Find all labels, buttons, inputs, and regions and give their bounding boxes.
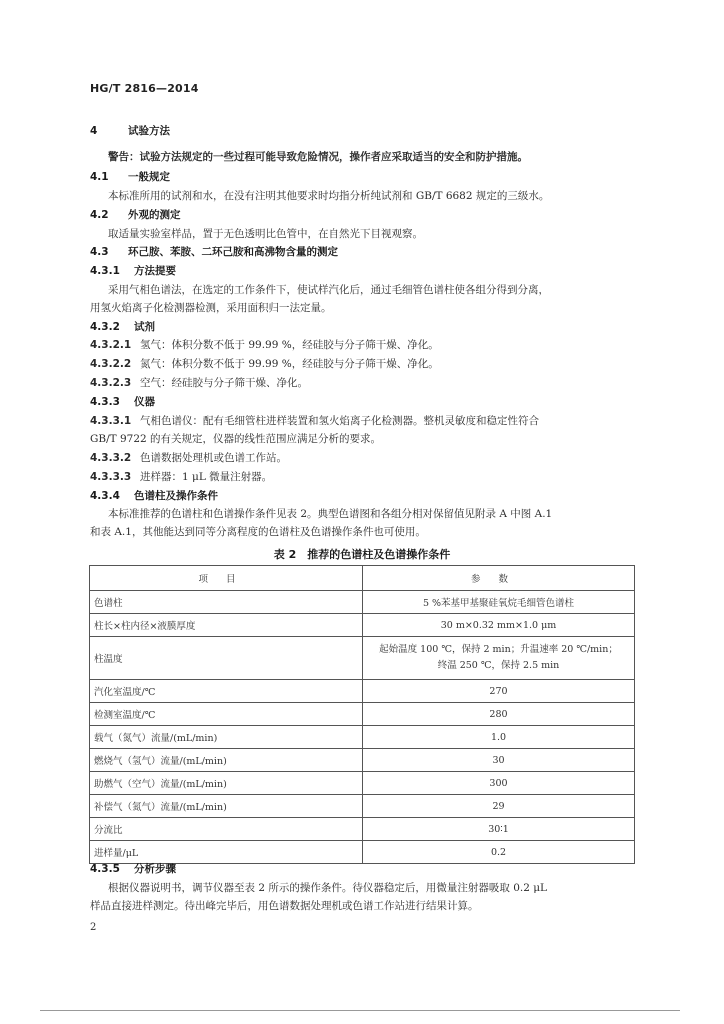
section-title: 分析步骤 xyxy=(134,863,176,875)
section-4-3-3-1-line2: GB/T 9722 的有关规定，仪器的线性范围应满足分析的要求。 xyxy=(90,433,382,445)
cell-value: 0.2 xyxy=(363,841,635,864)
section-4-3-4-text-line1: 本标准推荐的色谱柱和色谱操作条件见表 2。典型色谱图和各组分相对保留值见附录 A 中图 A.1 xyxy=(108,508,553,520)
conditions-table xyxy=(89,565,635,864)
section-4-3-5-heading xyxy=(90,862,176,876)
section-4-3-2-1 xyxy=(90,338,439,352)
section-4-3-3-heading xyxy=(90,395,155,409)
cell-value-line2: 终温 250 ℃，保持 2.5 min xyxy=(437,660,560,671)
cell-item: 汽化室温度/℃ xyxy=(90,680,363,703)
table-row xyxy=(90,795,635,818)
section-4-2-text: 取适量实验室样品，置于无色透明比色管中，在自然光下目视观察。 xyxy=(108,228,423,240)
section-number: 4.3.1 xyxy=(90,265,120,277)
section-number: 4.3.3.3 xyxy=(90,471,132,483)
table-row xyxy=(90,772,635,795)
section-4-3-heading xyxy=(90,245,338,259)
section-4-3-1-text-line2: 用氢火焰离子化检测器检测，采用面积归一法定量。 xyxy=(90,302,332,314)
table-row xyxy=(90,591,635,614)
cell-value: 280 xyxy=(363,703,635,726)
warning-text: 警告：试验方法规定的一些过程可能导致危险情况，操作者应采取适当的安全和防护措施。 xyxy=(108,151,528,163)
table-caption: 表 2 推荐的色谱柱及色谱操作条件 xyxy=(273,548,451,561)
table-row xyxy=(90,749,635,772)
table-row xyxy=(90,703,635,726)
section-4-3-2-3 xyxy=(90,376,308,390)
section-text: 气相色谱仪：配有毛细管柱进样装置和氢火焰离子化检测器。整机灵敏度和稳定性符合 xyxy=(140,415,539,427)
cell-value: 30∶1 xyxy=(363,818,635,841)
cell-value: 30 m×0.32 mm×1.0 μm xyxy=(363,614,635,637)
section-number: 4.3.2.1 xyxy=(90,339,132,351)
section-text: 进样器：1 μL 微量注射器。 xyxy=(140,471,273,483)
section-4-3-5-text-line2: 样品直接进样测定。待出峰完毕后，用色谱数据处理机或色谱工作站进行结果计算。 xyxy=(90,900,479,912)
scan-edge-divider xyxy=(40,1010,680,1011)
section-number: 4.3.5 xyxy=(90,863,120,875)
section-4-3-2-heading xyxy=(90,320,155,334)
cell-item: 载气（氮气）流量/(mL/min) xyxy=(90,726,363,749)
table-row xyxy=(90,726,635,749)
table-row xyxy=(90,680,635,703)
cell-value-line1: 起始温度 100 ℃，保持 2 min；升温速率 20 ℃/min； xyxy=(379,644,618,655)
section-4-3-4-text-line2: 和表 A.1，其他能达到同等分离程度的色谱柱及色谱操作条件也可使用。 xyxy=(90,526,426,538)
cell-value xyxy=(363,637,635,680)
table-row xyxy=(90,841,635,864)
section-number: 4.3.3 xyxy=(90,396,120,408)
section-4-1-text: 本标准所用的试剂和水，在没有注明其他要求时均指分析纯试剂和 GB/T 6682 规定的三级水。 xyxy=(108,190,550,202)
section-4-3-3-2 xyxy=(90,451,287,465)
section-number: 4.2 xyxy=(90,209,109,221)
cell-value: 300 xyxy=(363,772,635,795)
table-header-row xyxy=(90,566,635,591)
section-4-2-heading xyxy=(90,208,181,222)
cell-value: 30 xyxy=(363,749,635,772)
section-number: 4.3 xyxy=(90,246,109,258)
cell-item: 燃烧气（氢气）流量/(mL/min) xyxy=(90,749,363,772)
section-number: 4.3.2.2 xyxy=(90,358,132,370)
section-4-1-heading xyxy=(90,170,170,184)
column-header-item: 项目 xyxy=(90,566,363,591)
section-title: 一般规定 xyxy=(128,171,170,183)
cell-value: 1.0 xyxy=(363,726,635,749)
cell-item: 进样量/μL xyxy=(90,841,363,864)
section-number: 4.3.2.3 xyxy=(90,377,132,389)
section-title: 环己胺、苯胺、二环己胺和高沸物含量的测定 xyxy=(128,246,338,258)
column-header-param: 参数 xyxy=(363,566,635,591)
cell-item: 柱长×柱内径×液膜厚度 xyxy=(90,614,363,637)
section-number: 4.1 xyxy=(90,171,109,183)
cell-item: 分流比 xyxy=(90,818,363,841)
section-4-3-3-3 xyxy=(90,470,272,484)
section-title: 外观的测定 xyxy=(128,209,181,221)
cell-value: 270 xyxy=(363,680,635,703)
cell-item: 色谱柱 xyxy=(90,591,363,614)
table-row xyxy=(90,614,635,637)
section-text: 色谱数据处理机或色谱工作站。 xyxy=(140,452,287,464)
cell-item: 柱温度 xyxy=(90,637,363,680)
cell-item: 检测室温度/℃ xyxy=(90,703,363,726)
section-4-3-1-heading xyxy=(90,264,176,278)
section-number: 4.3.2 xyxy=(90,321,120,333)
section-4-3-3-1-line1 xyxy=(90,414,539,428)
cell-value: 5 %苯基甲基聚硅氧烷毛细管色谱柱 xyxy=(363,591,635,614)
section-number: 4.3.3.2 xyxy=(90,452,132,464)
section-text: 氢气：体积分数不低于 99.99 %，经硅胶与分子筛干燥、净化。 xyxy=(140,339,439,351)
section-title: 试验方法 xyxy=(128,125,170,137)
page-number: 2 xyxy=(90,922,97,933)
section-number: 4.3.4 xyxy=(90,490,120,502)
table-row xyxy=(90,818,635,841)
section-title: 仪器 xyxy=(134,396,155,408)
section-number: 4 xyxy=(90,125,98,137)
cell-item: 补偿气（氮气）流量/(mL/min) xyxy=(90,795,363,818)
section-title: 方法提要 xyxy=(134,265,176,277)
section-4-3-1-text-line1: 采用气相色谱法，在选定的工作条件下，使试样汽化后，通过毛细管色谱柱使各组分得到分离， xyxy=(108,284,549,296)
section-title: 色谱柱及操作条件 xyxy=(134,490,218,502)
cell-value: 29 xyxy=(363,795,635,818)
section-text: 空气：经硅胶与分子筛干燥、净化。 xyxy=(140,377,308,389)
section-4-3-5-text-line1: 根据仪器说明书，调节仪器至表 2 所示的操作条件。待仪器稳定后，用微量注射器吸取 0.2 μL xyxy=(108,882,548,894)
standard-number: HG/T 2816—2014 xyxy=(90,82,199,95)
section-4-3-2-2 xyxy=(90,357,439,371)
section-4-3-4-heading xyxy=(90,489,218,503)
section-number: 4.3.3.1 xyxy=(90,415,132,427)
section-4-heading xyxy=(90,124,170,138)
table-row xyxy=(90,637,635,680)
cell-item: 助燃气（空气）流量/(mL/min) xyxy=(90,772,363,795)
section-title: 试剂 xyxy=(134,321,155,333)
section-text: 氮气：体积分数不低于 99.99 %，经硅胶与分子筛干燥、净化。 xyxy=(140,358,439,370)
